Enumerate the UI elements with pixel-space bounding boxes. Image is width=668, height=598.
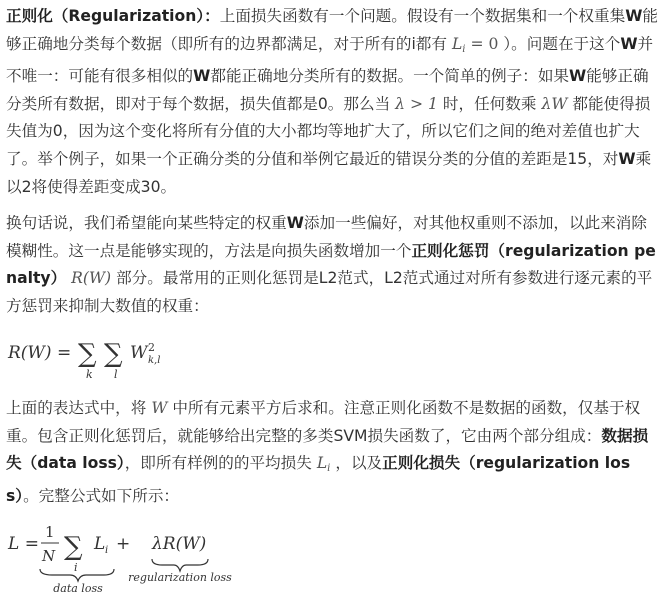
paragraph-full-loss: 上面的表达式中，将 W 中所有元素平方后求和。注意正则化函数不是数据的函数，仅基于权重。包含正则化惩罚后，就能够给出完整的多类SVM损失函数了，它由两个部分组成：数据损失（data loss），即所有样例的的平均损失 $L_i$ ，以及正则化损失（regularization loss）。完整公式如下所示： <box>6 399 649 505</box>
formula-plus: + <box>116 534 131 554</box>
label-data-loss: data loss <box>53 582 103 595</box>
term-regularization-penalty: 正则化惩罚（regularization penalty） <box>6 241 656 288</box>
term-regularization-loss: 正则化损失（regularization loss） <box>6 454 631 505</box>
sum-symbol-i: ∑ <box>64 532 83 562</box>
sum-index-l: l <box>114 368 118 381</box>
formula-Li-subscript: i <box>105 545 109 556</box>
sum-symbol-k: ∑ <box>78 339 97 369</box>
math-W: W <box>151 399 168 417</box>
formula-l2-exponent: 2 <box>148 341 155 354</box>
math-lambda-W: λW <box>541 94 568 113</box>
formula-lambda-R: λR(W) <box>152 534 207 554</box>
math-Li-zero: $L_i = 0$ <box>451 34 499 55</box>
formula-loss-lhs: L = <box>8 534 39 554</box>
label-regularization-loss: regularization loss <box>128 571 232 584</box>
sum-symbol-l: ∑ <box>104 339 123 369</box>
fraction-denominator: N <box>42 547 56 565</box>
formula-l2-penalty <box>6 330 206 390</box>
formula-l2-W: W <box>130 343 148 363</box>
formula-l2-subscript: k,l <box>148 355 161 366</box>
paragraph-regularization-penalty: 换句话说，我们希望能向某些特定的权重W添加一些偏好，对其他权重则不添加，以此来消除模糊性。这一点是能够实现的，方法是向损失函数增加一个正则化惩罚（regularization penalty） R(W) 部分。最常用的正则化惩罚是L2范式，L2范式通过对所有参数进行逐元素的平方惩罚来抑制大数值的权重： <box>6 214 656 315</box>
formula-full-loss <box>6 515 266 595</box>
formula-l2-lhs: R(W) = <box>8 343 72 363</box>
underbrace-regularization-loss <box>152 559 208 571</box>
term-data-loss: 数据损失（data loss） <box>6 426 649 473</box>
sum-index-i: i <box>74 561 78 574</box>
math-R-of-W: R(W) <box>71 269 112 288</box>
math-lambda-gt-1: λ > 1 <box>395 94 438 113</box>
term-regularization: 正则化（Regularization）： <box>6 7 220 25</box>
math-Li: $L_i$ <box>316 454 331 475</box>
fraction-numerator: 1 <box>45 523 55 541</box>
formula-Li: L <box>94 534 106 554</box>
sum-index-k: k <box>86 368 93 381</box>
paragraph-regularization-intro: 正则化（Regularization）：上面损失函数有一个问题。假设有一个数据集和一个权重集W能够正确地分类每个数据（即所有的边界都满足，对于所有的i都有 $L_i = 0$ ）。问题在于这个W并不唯一：可能有很多相似的W都能正确地分类所有的数据。一个简单的例子：如果W能够正确分类所有数据，即对于每个数据，损失值都是0。那么当 λ > 1 时，任何数乘 λW 都能使得损失值为0，因为这个变化将所有分值的大小都均等地扩大了，所以它们之间的绝对差值也扩大了。举个例子，如果一个正确分类的分值和举例它最近的错误分类的分值的差距是15，对W乘以2将使得差距变成30。 <box>6 7 658 196</box>
